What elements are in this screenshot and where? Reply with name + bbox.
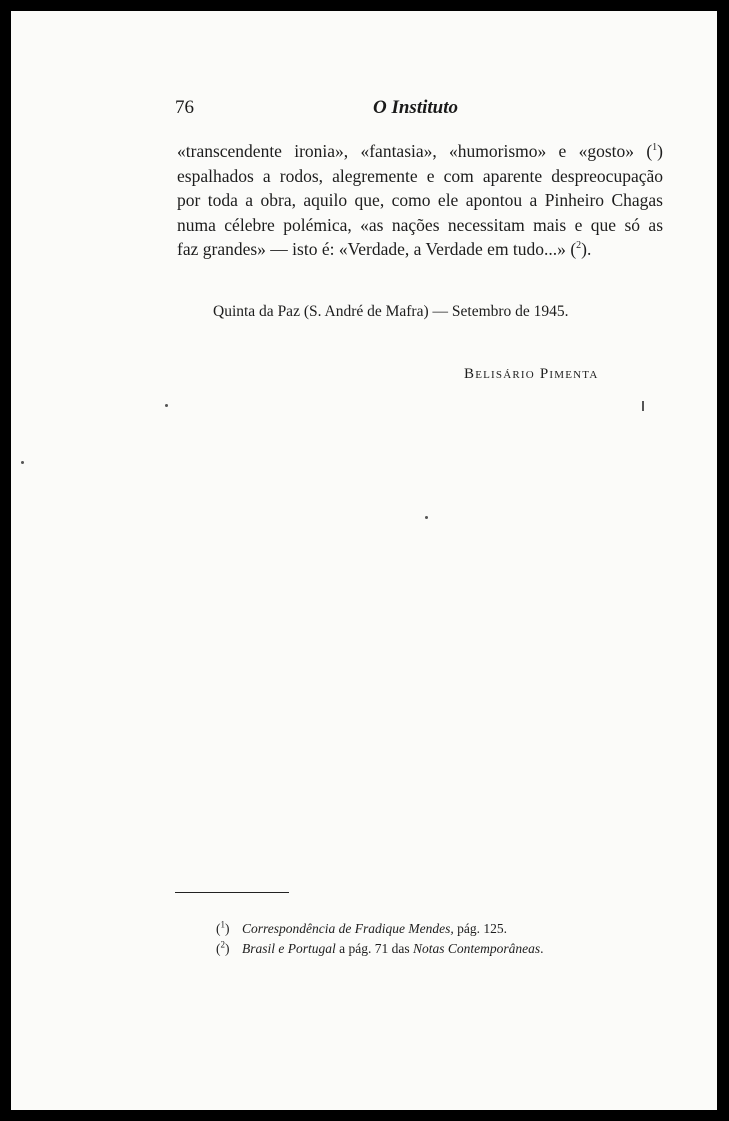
footnote-source-title: Correspondência de Fradique Mendes,: [242, 921, 454, 936]
body-line: faz grandes» — isto é: «Verdade, a Verdade em tudo...» ($^2$).: [177, 239, 592, 260]
body-line: «transcendente ironia», «fantasia», «humorismo» e «gosto» ($^1$): [177, 141, 663, 161]
footnote-ref: 2: [576, 240, 582, 252]
scan-speck: [165, 404, 168, 407]
footnote-2: ($^2$) Brasil e Portugal a pág. 71 das Notas Contemporâneas.: [216, 939, 544, 956]
footnote-marker: 1: [220, 919, 225, 930]
body-line: por toda a obra, aquilo que, como ele apontou a Pinheiro Chagas: [177, 190, 663, 211]
footnote-marker: 2: [220, 939, 225, 950]
scan-speck: [642, 401, 644, 411]
scan-speck: [425, 516, 428, 519]
footnote-source-title: Brasil e Portugal: [242, 941, 336, 956]
footnote-1: ($^1$) Correspondência de Fradique Mendes, pág. 125.: [216, 919, 507, 936]
page-header: [175, 95, 665, 125]
footnote-ref: 1: [652, 142, 658, 154]
footnote-source-title-2: Notas Contemporâneas: [412, 941, 541, 956]
body-line: espalhados a rodos, alegremente e com aparente despreocupação: [177, 165, 663, 186]
place-date-line: Quinta da Paz (S. André de Mafra) — Setembro de 1945.: [213, 303, 569, 320]
page-number: 76: [175, 97, 194, 118]
running-title: O Instituto: [373, 97, 459, 118]
body-paragraph: [177, 139, 663, 262]
scan-speck: [21, 461, 24, 464]
footnotes: [216, 919, 544, 959]
author-signature: Belisário Pimenta: [464, 366, 599, 382]
document-page: [11, 11, 717, 1110]
footnote-divider: [175, 892, 289, 893]
body-line: numa célebre polémica, «as nações necessitam mais e que só as: [177, 214, 663, 235]
